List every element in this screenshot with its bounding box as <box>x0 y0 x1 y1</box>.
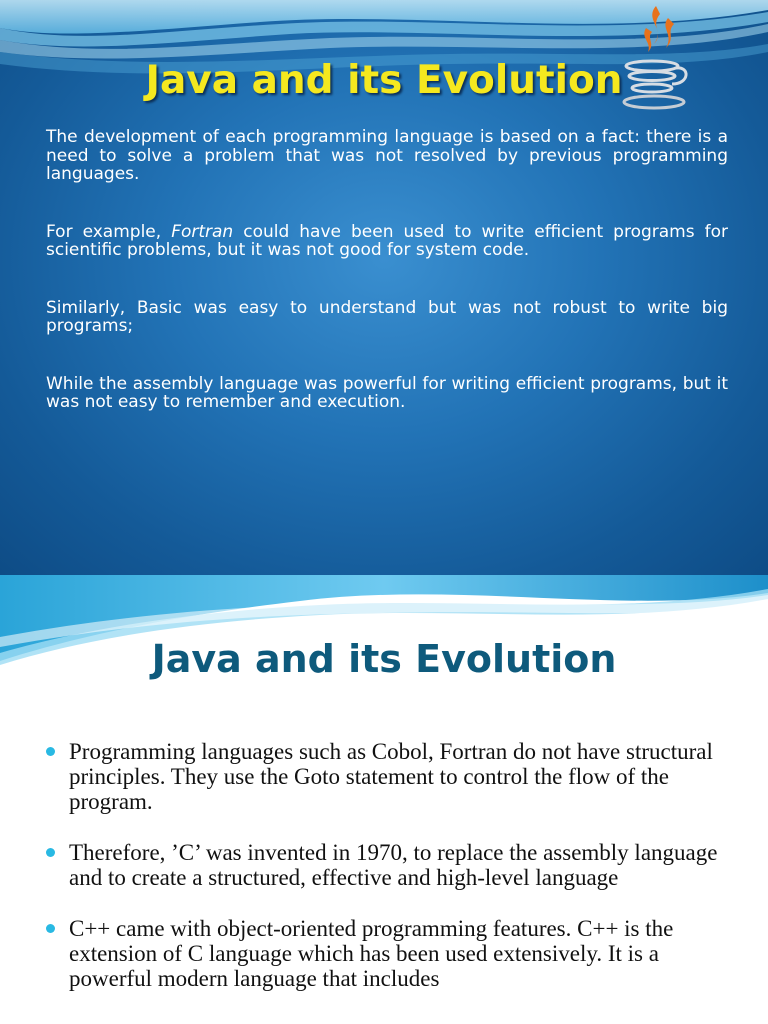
slide-title: Java and its Evolution <box>151 637 617 681</box>
paragraph-text: Similarly, Basic was easy to understand but was not robust to write big programs; <box>46 297 728 336</box>
slide-body <box>46 128 728 451</box>
bullet-dot-icon <box>46 924 55 933</box>
list-item-text: C++ came with object-oriented programming features. C++ is the extension of C language which has been used extensively. It is a powerful modern language that includes <box>69 916 674 991</box>
paragraph-fortran <box>46 223 728 260</box>
list-item <box>46 739 736 814</box>
paragraph-text: The development of each programming language is based on a fact: there is a need to solve a problem that was not resolved by previous programming languages. <box>46 127 728 184</box>
paragraph-basic <box>46 299 728 336</box>
paragraph-text-rest: could have been used to write efficient programs for scientific problems, but it was not good for system code. <box>46 221 728 260</box>
paragraph-development <box>46 128 728 184</box>
list-item-text: Programming languages such as Cobol, Fortran do not have structural principles. They use the Goto statement to control the flow of the program. <box>69 739 713 814</box>
slide-title: Java and its Evolution <box>145 58 623 103</box>
list-item <box>46 840 736 890</box>
bullet-dot-icon <box>46 848 55 857</box>
paragraph-text: While the assembly language was powerful for writing efficient programs, but it was not easy to remember and execution. <box>46 373 728 412</box>
list-item-text: Therefore, ’C’ was invented in 1970, to replace the assembly language and to create a structured, effective and high-level language <box>69 840 718 890</box>
bullet-list <box>46 739 736 1017</box>
list-item <box>46 916 736 991</box>
paragraph-assembly <box>46 375 728 412</box>
bullet-dot-icon <box>46 747 55 756</box>
paragraph-text-lead: For example, <box>46 221 172 242</box>
paragraph-emphasis-fortran: Fortran <box>171 221 234 242</box>
slide-2 <box>0 575 768 1024</box>
